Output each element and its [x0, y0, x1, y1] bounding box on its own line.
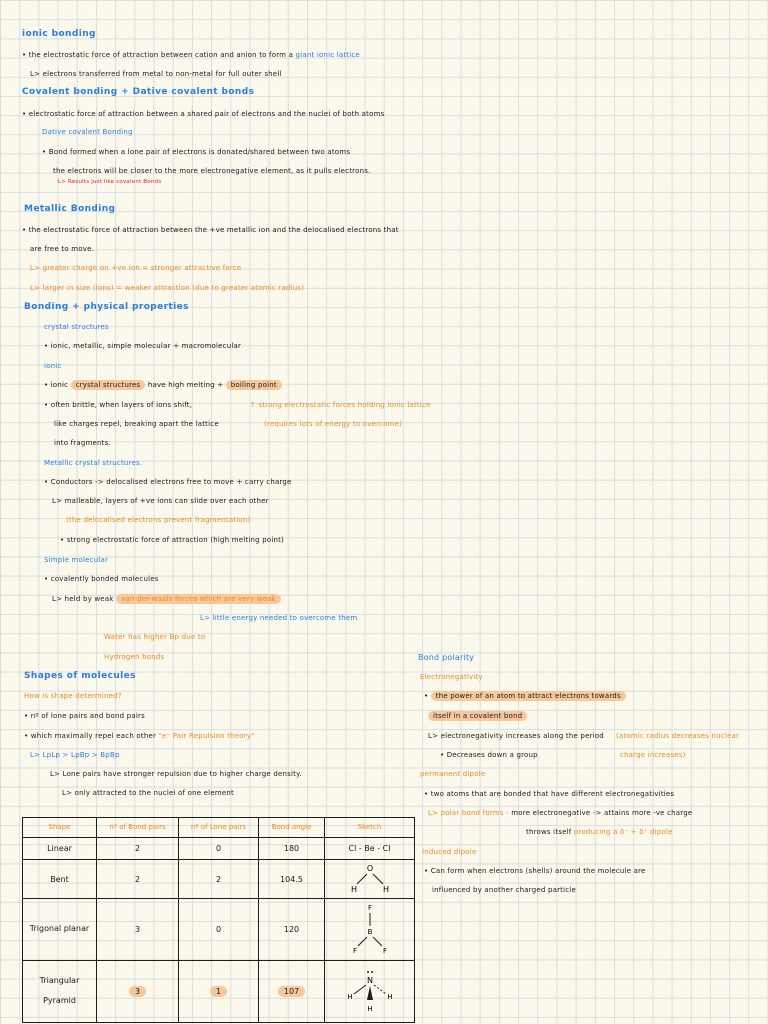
cell-sketch — [325, 860, 415, 898]
metallic-line-2: are free to move. — [30, 245, 95, 253]
table-row — [23, 898, 415, 960]
cell-angle: 180 — [259, 837, 325, 860]
shapes-line-1: • nº of lone pairs and bond pairs — [24, 712, 145, 721]
header-bond-pairs: nº of Bond pairs — [97, 818, 179, 838]
shapes-line-2: • which maximally repel each other "e⁻ Pair Repulsion theory" — [24, 732, 255, 741]
conductors-line: • Conductors -> delocalised electrons free to move + carry charge — [44, 478, 292, 487]
perm-label: permanent dipole — [420, 770, 486, 778]
cell-bond: 2 — [97, 860, 179, 898]
header-bond-angle: Bond angle — [259, 818, 325, 838]
atom-o: O — [366, 864, 373, 874]
malleable-line: L> malleable, layers of +ve ions can slide over each other — [52, 497, 269, 505]
ionic-line-1: • the electrostatic force of attraction between cation and anion to form a giant ionic lattice — [22, 51, 360, 60]
cell-bond: 3 — [97, 960, 179, 1022]
induced-line-2: influenced by another charged particle — [432, 886, 576, 894]
metallic-line-1: • the electrostatic force of attraction between the +ve metallic ion and the delocalised electrons that — [22, 226, 399, 235]
crystal-label: crystal structures — [44, 323, 109, 331]
dative-line-2: the electrons will be closer to the more electronegative element, as it pulls electrons. — [53, 167, 371, 175]
cell-lone: 0 — [179, 898, 259, 960]
cell-shape: Triangular Pyramid — [23, 960, 97, 1022]
increase-note-2: charge increases) — [620, 751, 686, 759]
bent-molecule-sketch — [340, 861, 400, 895]
water-line: Water has higher Bp due to — [104, 633, 206, 641]
table-row — [23, 960, 415, 1022]
dative-heading: Dative covalent Bonding — [42, 128, 133, 136]
little-energy-line: L> little energy needed to overcome them — [200, 614, 358, 622]
atom-f-left: F — [352, 947, 357, 956]
malleable-note: (the delocalised electrons prevent fragmentation) — [66, 516, 251, 524]
held-line: L> held by weak van-der-waals forces which are very weak — [52, 595, 281, 604]
electroneg-def-2: itself in a covalent bond — [428, 712, 527, 721]
electroneg-def-1: • the power of an atom to attract electrons towards — [424, 692, 626, 701]
pyramid-molecule-sketch — [340, 966, 400, 1014]
shapes-question: How is shape determined? — [24, 692, 122, 700]
cell-bond: 3 — [97, 898, 179, 960]
decrease-line: • Decreases down a group — [440, 751, 538, 760]
cell-angle: 120 — [259, 898, 325, 960]
atom-h-right: H — [386, 993, 393, 1002]
atom-h-left: H — [350, 885, 357, 895]
table-header-row — [23, 818, 415, 838]
cell-shape: Trigonal planar — [23, 898, 97, 960]
ionic-props-line: • ionic crystal structures have high melting + boiling point — [44, 381, 282, 390]
header-shape: Shape — [23, 818, 97, 838]
trigonal-molecule-sketch — [340, 900, 400, 956]
cell-bond: 2 — [97, 837, 179, 860]
cell-shape: Linear — [23, 837, 97, 860]
table-row — [23, 860, 415, 898]
shapes-line-3: L> LpLp > LpBp > BpBp — [30, 751, 120, 759]
brittle-note-1: ↑ strong electrostatic forces holding ionic lattice — [250, 401, 431, 409]
brittle-line-3: into fragments. — [54, 439, 111, 447]
simple-label: Simple molecular — [44, 556, 109, 564]
perm-line-2: L> polar bond forms - more electronegative -> attains more -ve charge — [428, 809, 693, 817]
induced-label: Induced dipole — [422, 848, 477, 856]
polarity-heading: Bond polarity — [418, 653, 475, 662]
increase-note-1: (atomic radius decreases nuclear — [616, 732, 740, 740]
brittle-note-2: (requires lots of energy to overcome) — [264, 420, 403, 428]
hydrogen-line: Hydrogen bonds — [104, 653, 165, 661]
header-sketch: Sketch — [325, 818, 415, 838]
dative-note: L> Results just like covalent Bonds — [58, 179, 162, 185]
perm-line-1: • two atoms that are bonded that have different electronegativities — [424, 790, 674, 799]
atom-h-left: H — [346, 993, 353, 1002]
covalent-heading: Covalent bonding + Dative covalent bonds — [22, 87, 255, 97]
increase-line: L> electronegativity increases along the period — [428, 732, 604, 740]
atom-h-right: H — [382, 885, 389, 895]
cell-lone: 1 — [179, 960, 259, 1022]
cell-sketch: Cl - Be - Cl — [325, 837, 415, 860]
metallic-line-3: L> greater charge on +ve ion = stronger attractive force — [30, 264, 242, 272]
table-row — [23, 837, 415, 860]
induced-line-1: • Can form when electrons (shells) around the molecule are — [424, 867, 646, 876]
shapes-heading: Shapes of molecules — [24, 671, 136, 681]
types-line: • ionic, metallic, simple molecular + macromolecular — [44, 342, 241, 351]
brittle-line-2: like charges repel, breaking apart the lattice — [54, 420, 219, 428]
atom-f-right: F — [382, 947, 387, 956]
header-lone-pairs: nº of Lone pairs — [179, 818, 259, 838]
atom-n: N — [366, 976, 373, 986]
atom-b: B — [367, 928, 372, 937]
ionic-heading: ionic bonding — [22, 29, 96, 39]
atom-f-top: F — [367, 904, 372, 913]
perm-line-3: throws itself producing a δ⁻ + δ⁺ dipole — [526, 828, 673, 836]
cell-angle: 107 — [259, 960, 325, 1022]
shapes-line-4: L> Lone pairs have stronger repulsion due to higher charge density. — [50, 770, 302, 778]
ionic-line-2: L> electrons transferred from metal to non-metal for full outer shell — [30, 70, 282, 78]
electroneg-label: Electronegativity — [420, 673, 483, 681]
metallic-line-4: L> larger in size (ions) = weaker attraction (due to greater atomic radius) — [30, 284, 305, 292]
dative-line-1: • Bond formed when a lone pair of electrons is donated/shared between two atoms — [42, 148, 350, 157]
covalent-line-1: • electrostatic force of attraction between a shared pair of electrons and the nuclei of both atoms — [22, 110, 384, 119]
physical-heading: Bonding + physical properties — [24, 302, 189, 312]
cell-sketch — [325, 960, 415, 1022]
metallic-heading: Metallic Bonding — [24, 204, 116, 214]
shapes-line-5: L> only attracted to the nuclei of one element — [62, 789, 234, 797]
cell-angle: 104.5 — [259, 860, 325, 898]
brittle-line-1: • often brittle, when layers of ions shift, — [44, 401, 192, 410]
cell-shape: Bent — [23, 860, 97, 898]
metallic-crystal-label: Metallic crystal structures. — [44, 459, 143, 467]
cell-lone: 0 — [179, 837, 259, 860]
ionic-label: ionic — [44, 362, 62, 370]
shapes-table — [22, 817, 415, 1023]
atom-h-bottom: H — [366, 1005, 373, 1014]
strong-line: • strong electrostatic force of attraction (high melting point) — [60, 536, 284, 545]
cell-lone: 2 — [179, 860, 259, 898]
cell-sketch — [325, 898, 415, 960]
covalent-bonded-line: • covalently bonded molecules — [44, 575, 159, 584]
